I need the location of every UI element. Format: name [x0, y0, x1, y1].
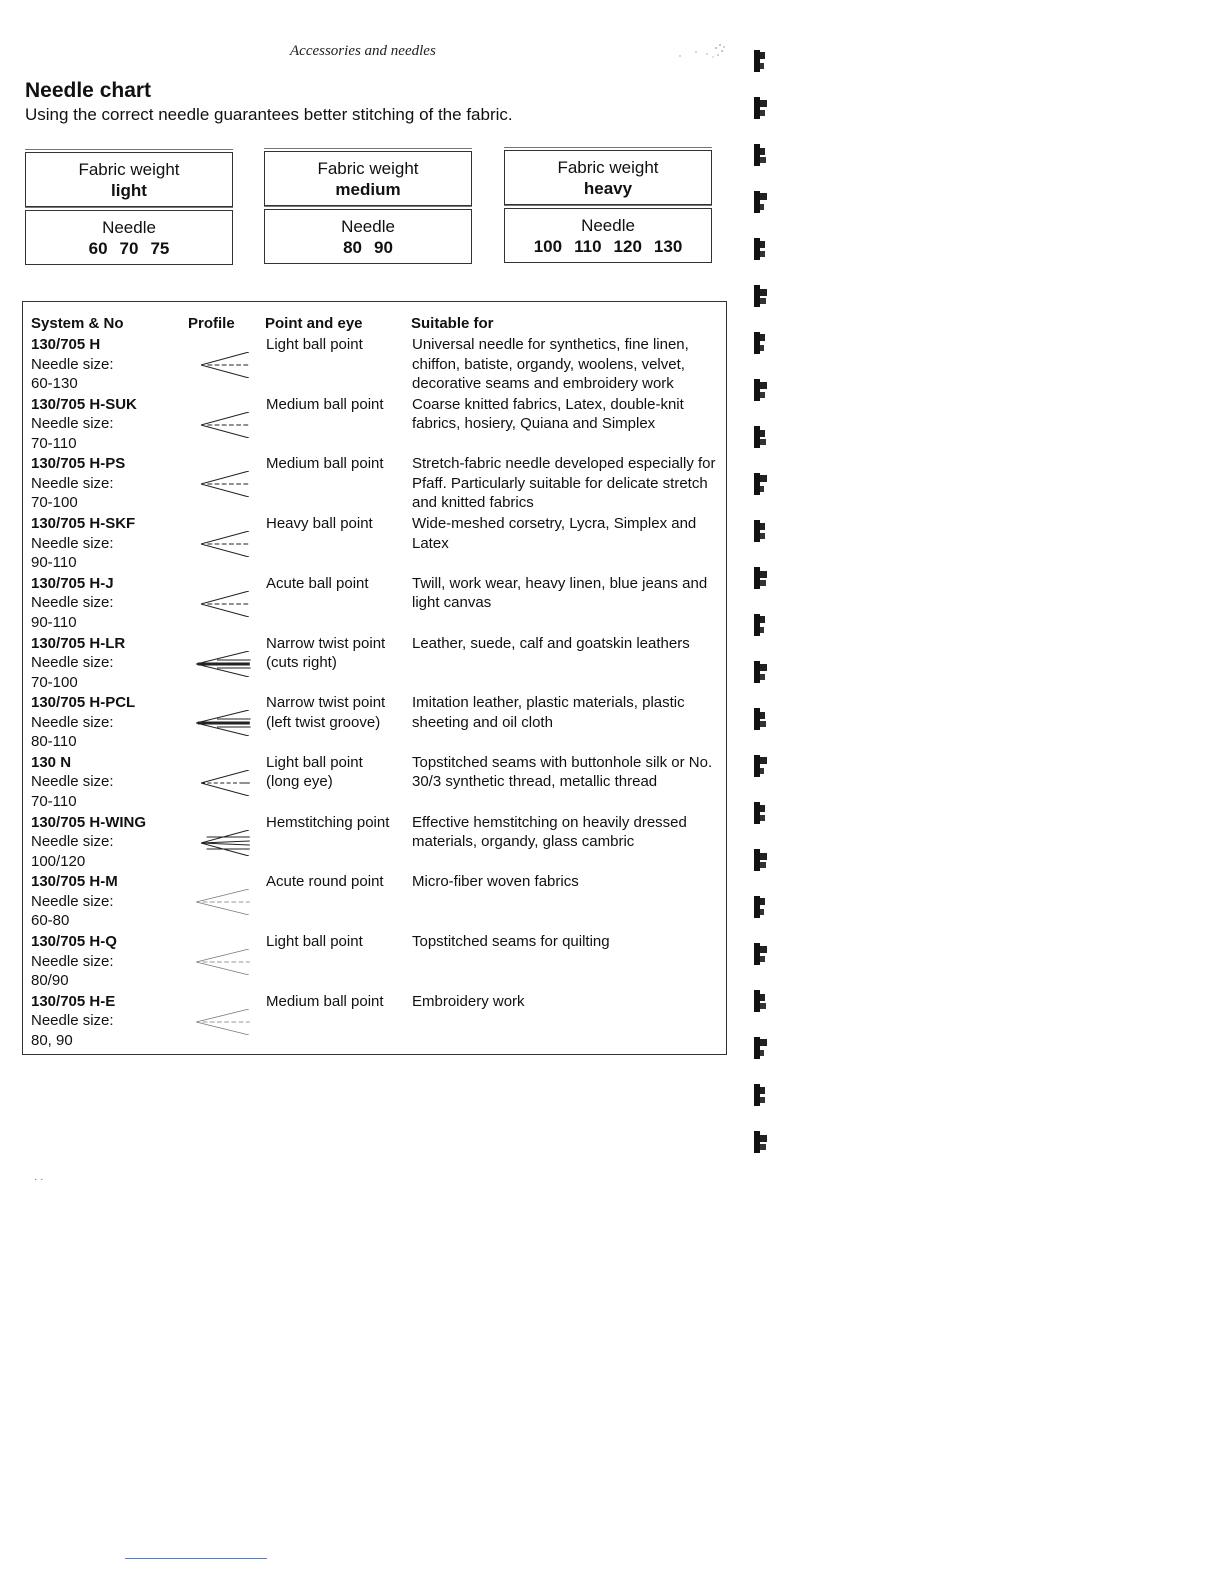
needle-size-value: 80-110 [31, 733, 77, 751]
system-cell [31, 872, 186, 931]
needle-size: 70 [119, 238, 139, 258]
table-row [23, 753, 726, 813]
system-number: 130/705 H-Q [31, 933, 117, 950]
needle-size-box [264, 209, 472, 264]
system-number: 130/705 H-PS [31, 455, 126, 473]
system-cell [31, 454, 186, 513]
point-and-eye-cell: Narrow twist point (left twist groove) [266, 694, 386, 731]
needle-label: Needle [102, 217, 156, 237]
system-cell [31, 932, 186, 991]
needle-size-label: Needle size: [31, 654, 114, 671]
point-and-eye-cell: Acute ball point [266, 574, 369, 592]
suitable-for-cell: Stretch-fabric needle developed especially for Pfaff. Particularly suitable for delicate stretch and knitted fabrics [412, 455, 716, 512]
needle-size-label: Needle size: [31, 474, 114, 492]
needle-profile-icon [173, 949, 253, 975]
needle-size: 110 [574, 236, 602, 256]
needle-size-value: 60-130 [31, 375, 78, 392]
needle-size-label: Needle size: [31, 773, 114, 791]
system-number: 130/705 H-SKF [31, 515, 136, 533]
needle-profile-icon [173, 651, 253, 677]
fabric-weight-value: medium [335, 179, 401, 199]
fabric-weight-heavy [504, 150, 712, 263]
needle-profile-icon [173, 770, 253, 796]
system-number: 130/705 H-M [31, 873, 118, 891]
point-and-eye-cell: Heavy ball point [266, 515, 373, 533]
needle-sizes [534, 236, 683, 257]
scan-artifact-icon: · · [34, 1174, 44, 1185]
needle-profile-icon [173, 710, 253, 736]
needle-size-label: Needle size: [31, 713, 114, 731]
fabric-weight-box [504, 150, 712, 205]
page-footer-line [125, 1558, 267, 1559]
needle-size-value: 70-100 [31, 494, 78, 512]
needle-profile-icon [173, 412, 253, 438]
suitable-for-cell: Topstitched seams for quilting [412, 933, 610, 950]
system-cell [31, 335, 186, 394]
suitable-for-cell: Embroidery work [412, 992, 525, 1010]
needle-size-value: 90-110 [31, 554, 77, 572]
point-and-eye-cell: Hemstitching point [266, 813, 390, 831]
needle-size-box [504, 208, 712, 263]
table-row [23, 693, 726, 753]
needle-size-label: Needle size: [31, 833, 114, 851]
needle-label: Needle [341, 216, 395, 236]
suitable-for-cell: Wide-meshed corsetry, Lycra, Simplex and Latex [412, 515, 697, 552]
point-and-eye-cell: Medium ball point [266, 992, 384, 1010]
spiral-binding-icon [752, 44, 782, 1164]
system-number: 130/705 H-E [31, 992, 116, 1010]
system-number: 130/705 H-LR [31, 634, 126, 652]
needle-profile-icon [173, 531, 253, 557]
needle-profile-icon [173, 830, 253, 856]
needle-profile-icon [173, 352, 253, 378]
suitable-for-cell: Imitation leather, plastic materials, plastic sheeting and oil cloth [412, 694, 685, 731]
needle-size-label: Needle size: [31, 594, 114, 612]
needle-size-value: 80, 90 [31, 1031, 73, 1049]
needle-size-label: Needle size: [31, 415, 114, 433]
header-system: System & No [31, 315, 124, 332]
point-and-eye-cell: Narrow twist point (cuts right) [266, 634, 386, 671]
needle-size-value: 60-80 [31, 912, 70, 930]
needle-size-value: 70-110 [31, 434, 77, 452]
needle-profile-icon [173, 591, 253, 617]
needle-sizes [89, 238, 170, 259]
suitable-for-cell: Effective hemstitching on heavily dressed materials, organdy, glass cambric [412, 813, 687, 851]
page-subtitle: Using the correct needle guarantees better stitching of the fabric. [25, 105, 513, 124]
system-cell [31, 395, 186, 454]
needle-size-value: 70-110 [31, 792, 77, 810]
table-row [23, 634, 726, 694]
needle-size-box [25, 210, 233, 265]
system-cell [31, 514, 186, 573]
needle-size-label: Needle size: [31, 355, 114, 373]
needle-size: 100 [533, 236, 563, 256]
table-row [23, 813, 726, 873]
needle-size-label: Needle size: [31, 1012, 114, 1030]
needle-profile-icon [173, 1009, 253, 1035]
needle-sizes [343, 237, 393, 258]
needle-size: 75 [150, 238, 170, 258]
needle-profile-icon [173, 471, 253, 497]
needle-profile-icon [173, 889, 253, 915]
fabric-weight-label: Fabric weight [78, 159, 180, 179]
needle-label: Needle [581, 215, 635, 235]
suitable-for-cell: Twill, work wear, heavy linen, blue jeans and light canvas [412, 574, 708, 612]
header-point: Point and eye [265, 315, 363, 332]
fabric-weight-medium [264, 151, 472, 264]
point-and-eye-cell: Medium ball point [266, 455, 384, 473]
point-and-eye-cell: Medium ball point [266, 395, 384, 413]
needle-size-value: 80/90 [31, 972, 69, 989]
system-number: 130/705 H [31, 336, 101, 353]
fabric-weight-light [25, 152, 233, 265]
table-row [23, 872, 726, 932]
fabric-weight-value: light [111, 180, 147, 200]
fabric-weight-label: Fabric weight [317, 158, 419, 178]
system-cell [31, 634, 186, 693]
needle-size: 60 [88, 238, 108, 258]
table-row [23, 514, 726, 574]
fabric-weight-label: Fabric weight [557, 157, 659, 177]
table-row [23, 932, 726, 992]
fabric-weight-box [25, 152, 233, 207]
suitable-for-cell: Micro-fiber woven fabrics [412, 873, 579, 891]
suitable-for-cell: Coarse knitted fabrics, Latex, double-knit fabrics, hosiery, Quiana and Simplex [412, 395, 684, 433]
needle-size-label: Needle size: [31, 534, 114, 552]
point-and-eye-cell: Light ball point [266, 336, 363, 353]
header-title: Accessories and needles [290, 43, 436, 59]
system-number: 130/705 H-SUK [31, 395, 137, 413]
table-row [23, 574, 726, 634]
fabric-weight-value: heavy [583, 178, 633, 198]
scan-artifact-icon [676, 42, 728, 60]
system-cell [31, 693, 186, 752]
table-row [23, 992, 726, 1052]
system-number: 130/705 H-WING [31, 813, 147, 831]
system-number: 130/705 H-PCL [31, 694, 136, 712]
page-title: Needle chart [25, 79, 152, 102]
system-number: 130/705 H-J [31, 574, 114, 592]
system-cell [31, 992, 186, 1051]
table-row [23, 395, 726, 455]
system-number: 130 N [31, 753, 72, 771]
fabric-weight-box [264, 151, 472, 206]
table-row [23, 454, 726, 514]
suitable-for-cell: Leather, suede, calf and goatskin leathers [412, 634, 690, 652]
header-profile: Profile [188, 315, 235, 332]
needle-size-label: Needle size: [31, 952, 114, 970]
point-and-eye-cell: Light ball point (long eye) [266, 753, 363, 791]
needle-size-label: Needle size: [31, 892, 114, 910]
needle-size-value: 100/120 [31, 852, 86, 870]
needle-size: 120 [613, 236, 642, 256]
needle-size-value: 70-100 [31, 673, 78, 691]
header-suitable: Suitable for [411, 315, 494, 332]
system-cell [31, 574, 186, 633]
needle-size: 130 [653, 236, 683, 256]
needle-size-value: 90-110 [31, 613, 77, 631]
point-and-eye-cell: Acute round point [266, 873, 384, 891]
needle-size: 90 [374, 237, 393, 257]
table-row [23, 335, 726, 395]
needle-table [22, 301, 727, 1055]
needle-size: 80 [343, 237, 362, 257]
suitable-for-cell: Topstitched seams with buttonhole silk or No. 30/3 synthetic thread, metallic thread [412, 753, 713, 791]
system-cell [31, 813, 186, 872]
point-and-eye-cell: Light ball point [266, 933, 363, 950]
suitable-for-cell: Universal needle for synthetics, fine linen, chiffon, batiste, organdy, woolens, velvet, decorative seams and embroidery work [412, 336, 689, 392]
system-cell [31, 753, 186, 812]
